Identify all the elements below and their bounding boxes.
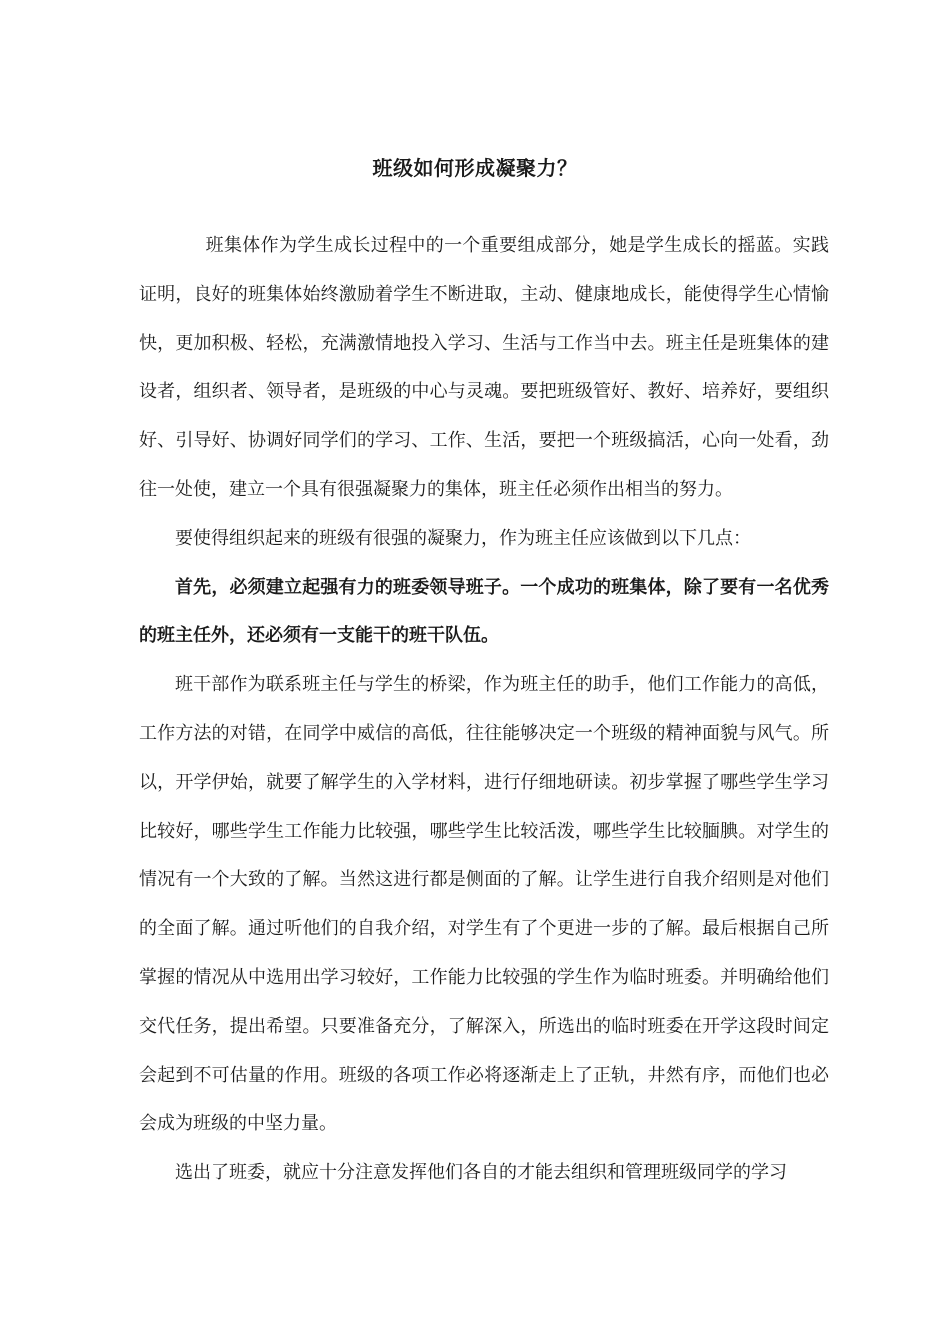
paragraph-point-one-heading: 首先，必须建立起强有力的班委领导班子。一个成功的班集体，除了要有一名优秀的班主任外，还必须有一支能干的班干队伍。 [139,576,829,647]
paragraph-lead-in: 要使得组织起来的班级有很强的凝聚力，作为班主任应该做到以下几点： [175,527,751,549]
document-body [139,222,829,1198]
paragraph-class-cadre: 班干部作为联系班主任与学生的桥梁，作为班主任的助手，他们工作能力的高低，工作方法的对错，在同学中威信的高低，往往能够决定一个班级的精神面貌与风气。所以，开学伊始，就要了解学生的入学材料，进行仔细地研读。初步掌握了哪些学生学习比较好，哪些学生工作能力比较强，哪些学生比较活泼，哪些学生比较腼腆。对学生的情况有一个大致的了解。当然这进行都是侧面的了解。让学生进行自我介绍则是对他们的全面了解。通过听他们的自我介绍，对学生有了个更进一步的了解。最后根据自己所掌握的情况从中选用出学习较好，工作能力比较强的学生作为临时班委。并明确给他们交代任务，提出希望。只要准备充分，了解深入，所选出的临时班委在开学这段时间定会起到不可估量的作用。班级的各项工作必将逐渐走上了正轨，井然有序，而他们也必会成为班级的中坚力量。 [139,674,829,1135]
paragraph-committee-role: 选出了班委，就应十分注意发挥他们各自的才能去组织和管理班级同学的学习 [175,1162,787,1184]
document-title: 班级如何形成凝聚力？ [372,156,578,180]
paragraph-intro: 班集体作为学生成长过程中的一个重要组成部分，她是学生成长的摇蓝。实践证明，良好的班集体始终激励着学生不断进取，主动、健康地成长，能使得学生心情愉快，更加积极、轻松，充满激情地投入学习、生活与工作当中去。班主任是班集体的建设者，组织者、领导者，是班级的中心与灵魂。要把班级管好、教好、培养好，要组织好、引导好、协调好同学们的学习、工作、生活，要把一个班级搞活，心向一处看，劲往一处使，建立一个具有很强凝聚力的集体，班主任必须作出相当的努力。 [139,235,829,500]
